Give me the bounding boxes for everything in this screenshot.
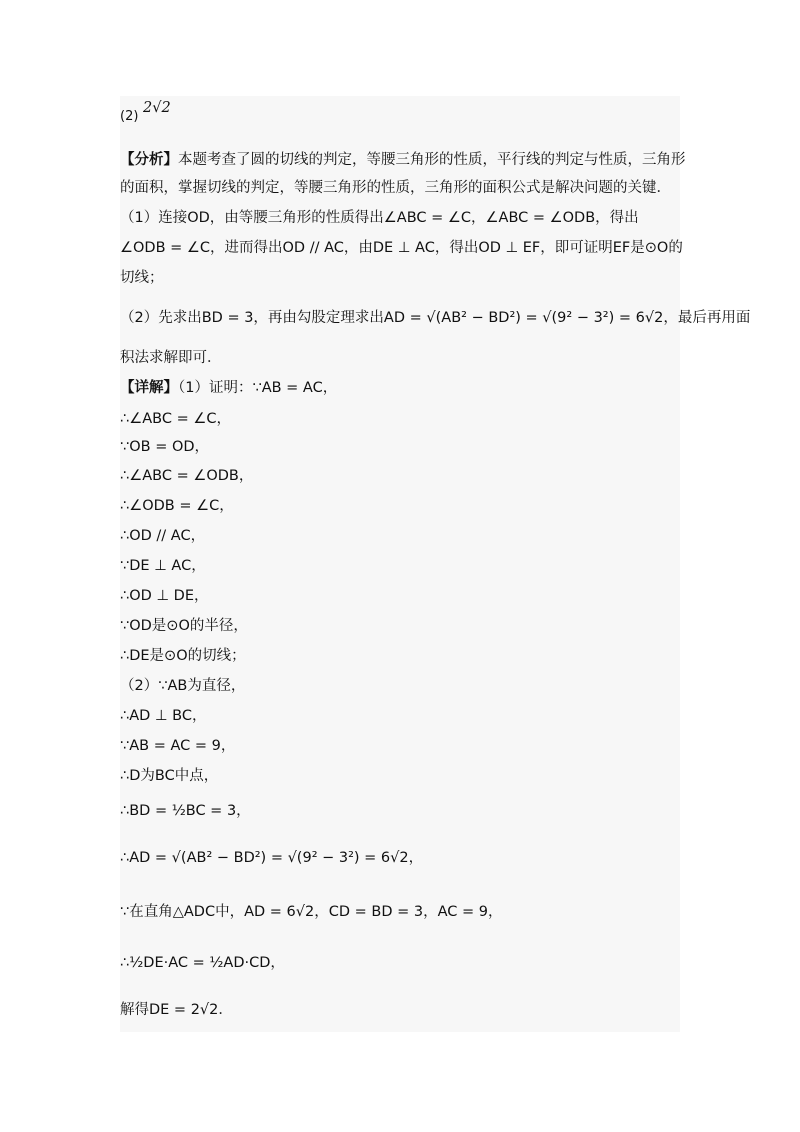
analysis-line-2: 的面积，掌握切线的判定，等腰三角形的性质，三角形的面积公式是解决问题的关键． xyxy=(120,180,671,196)
answer-part-2 xyxy=(120,100,680,127)
analysis-line-4: ∠ODB = ∠C，进而得出OD // AC，由DE ⊥ AC，得出OD ⊥ EF，即可证明EF是⊙O的 xyxy=(120,240,683,256)
analysis-text: 本题考查了圆的切线的判定，等腰三角形的性质，平行线的判定与性质，三角形 xyxy=(178,152,686,168)
document-page xyxy=(120,96,751,1032)
answer-math: 2√2 xyxy=(143,100,171,116)
proof-step: ∴∠ABC = ∠C， xyxy=(120,411,231,427)
proof-step: ∵AB = AC = 9， xyxy=(120,738,236,754)
proof-step: （2）∵AB为直径， xyxy=(120,678,246,694)
analysis-line-7: 积法求解即可． xyxy=(120,350,222,366)
analysis-line-6: （2）先求出BD = 3，再由勾股定理求出AD = √(AB² − BD²) = √(9² − 3²) = 6√2，最后再用面 xyxy=(120,310,751,326)
proof-step: ∵在直角△ADC中，AD = 6√2，CD = BD = 3，AC = 9， xyxy=(120,904,503,920)
analysis-line-3: （1）连接OD，由等腰三角形的性质得出∠ABC = ∠C，∠ABC = ∠ODB，得出 xyxy=(120,210,639,226)
proof-step: ∴BD = ½BC = 3， xyxy=(120,803,251,819)
answer-label: (2) xyxy=(120,109,139,124)
proof-step: ∵OD是⊙O的半径， xyxy=(120,618,248,634)
analysis-heading: 【分析】 xyxy=(120,152,178,168)
analysis-line-1 xyxy=(120,150,686,170)
proof-step: ∴OD // AC， xyxy=(120,528,206,544)
proof-step: ∴D为BC中点， xyxy=(120,768,219,784)
proof-step: ∵DE ⊥ AC， xyxy=(120,558,206,574)
proof-step: ∵OB = OD， xyxy=(120,439,210,455)
proof-step: ∴OD ⊥ DE， xyxy=(120,588,209,604)
proof-step: ∴DE是⊙O的切线； xyxy=(120,648,246,664)
detail-line-1 xyxy=(120,378,680,398)
analysis-line-5: 切线； xyxy=(120,270,164,286)
detail-heading: 【详解】 xyxy=(120,380,178,396)
proof-step: ∴AD = √(AB² − BD²) = √(9² − 3²) = 6√2， xyxy=(120,850,424,866)
proof-step: ∴∠ODB = ∠C， xyxy=(120,498,234,514)
proof-step: ∴½DE·AC = ½AD·CD， xyxy=(120,955,285,971)
detail-text: （1）证明：∵AB = AC， xyxy=(178,380,338,396)
proof-step: ∴∠ABC = ∠ODB， xyxy=(120,468,254,484)
proof-step: 解得DE = 2√2． xyxy=(120,1002,233,1018)
proof-step: ∴AD ⊥ BC， xyxy=(120,708,207,724)
